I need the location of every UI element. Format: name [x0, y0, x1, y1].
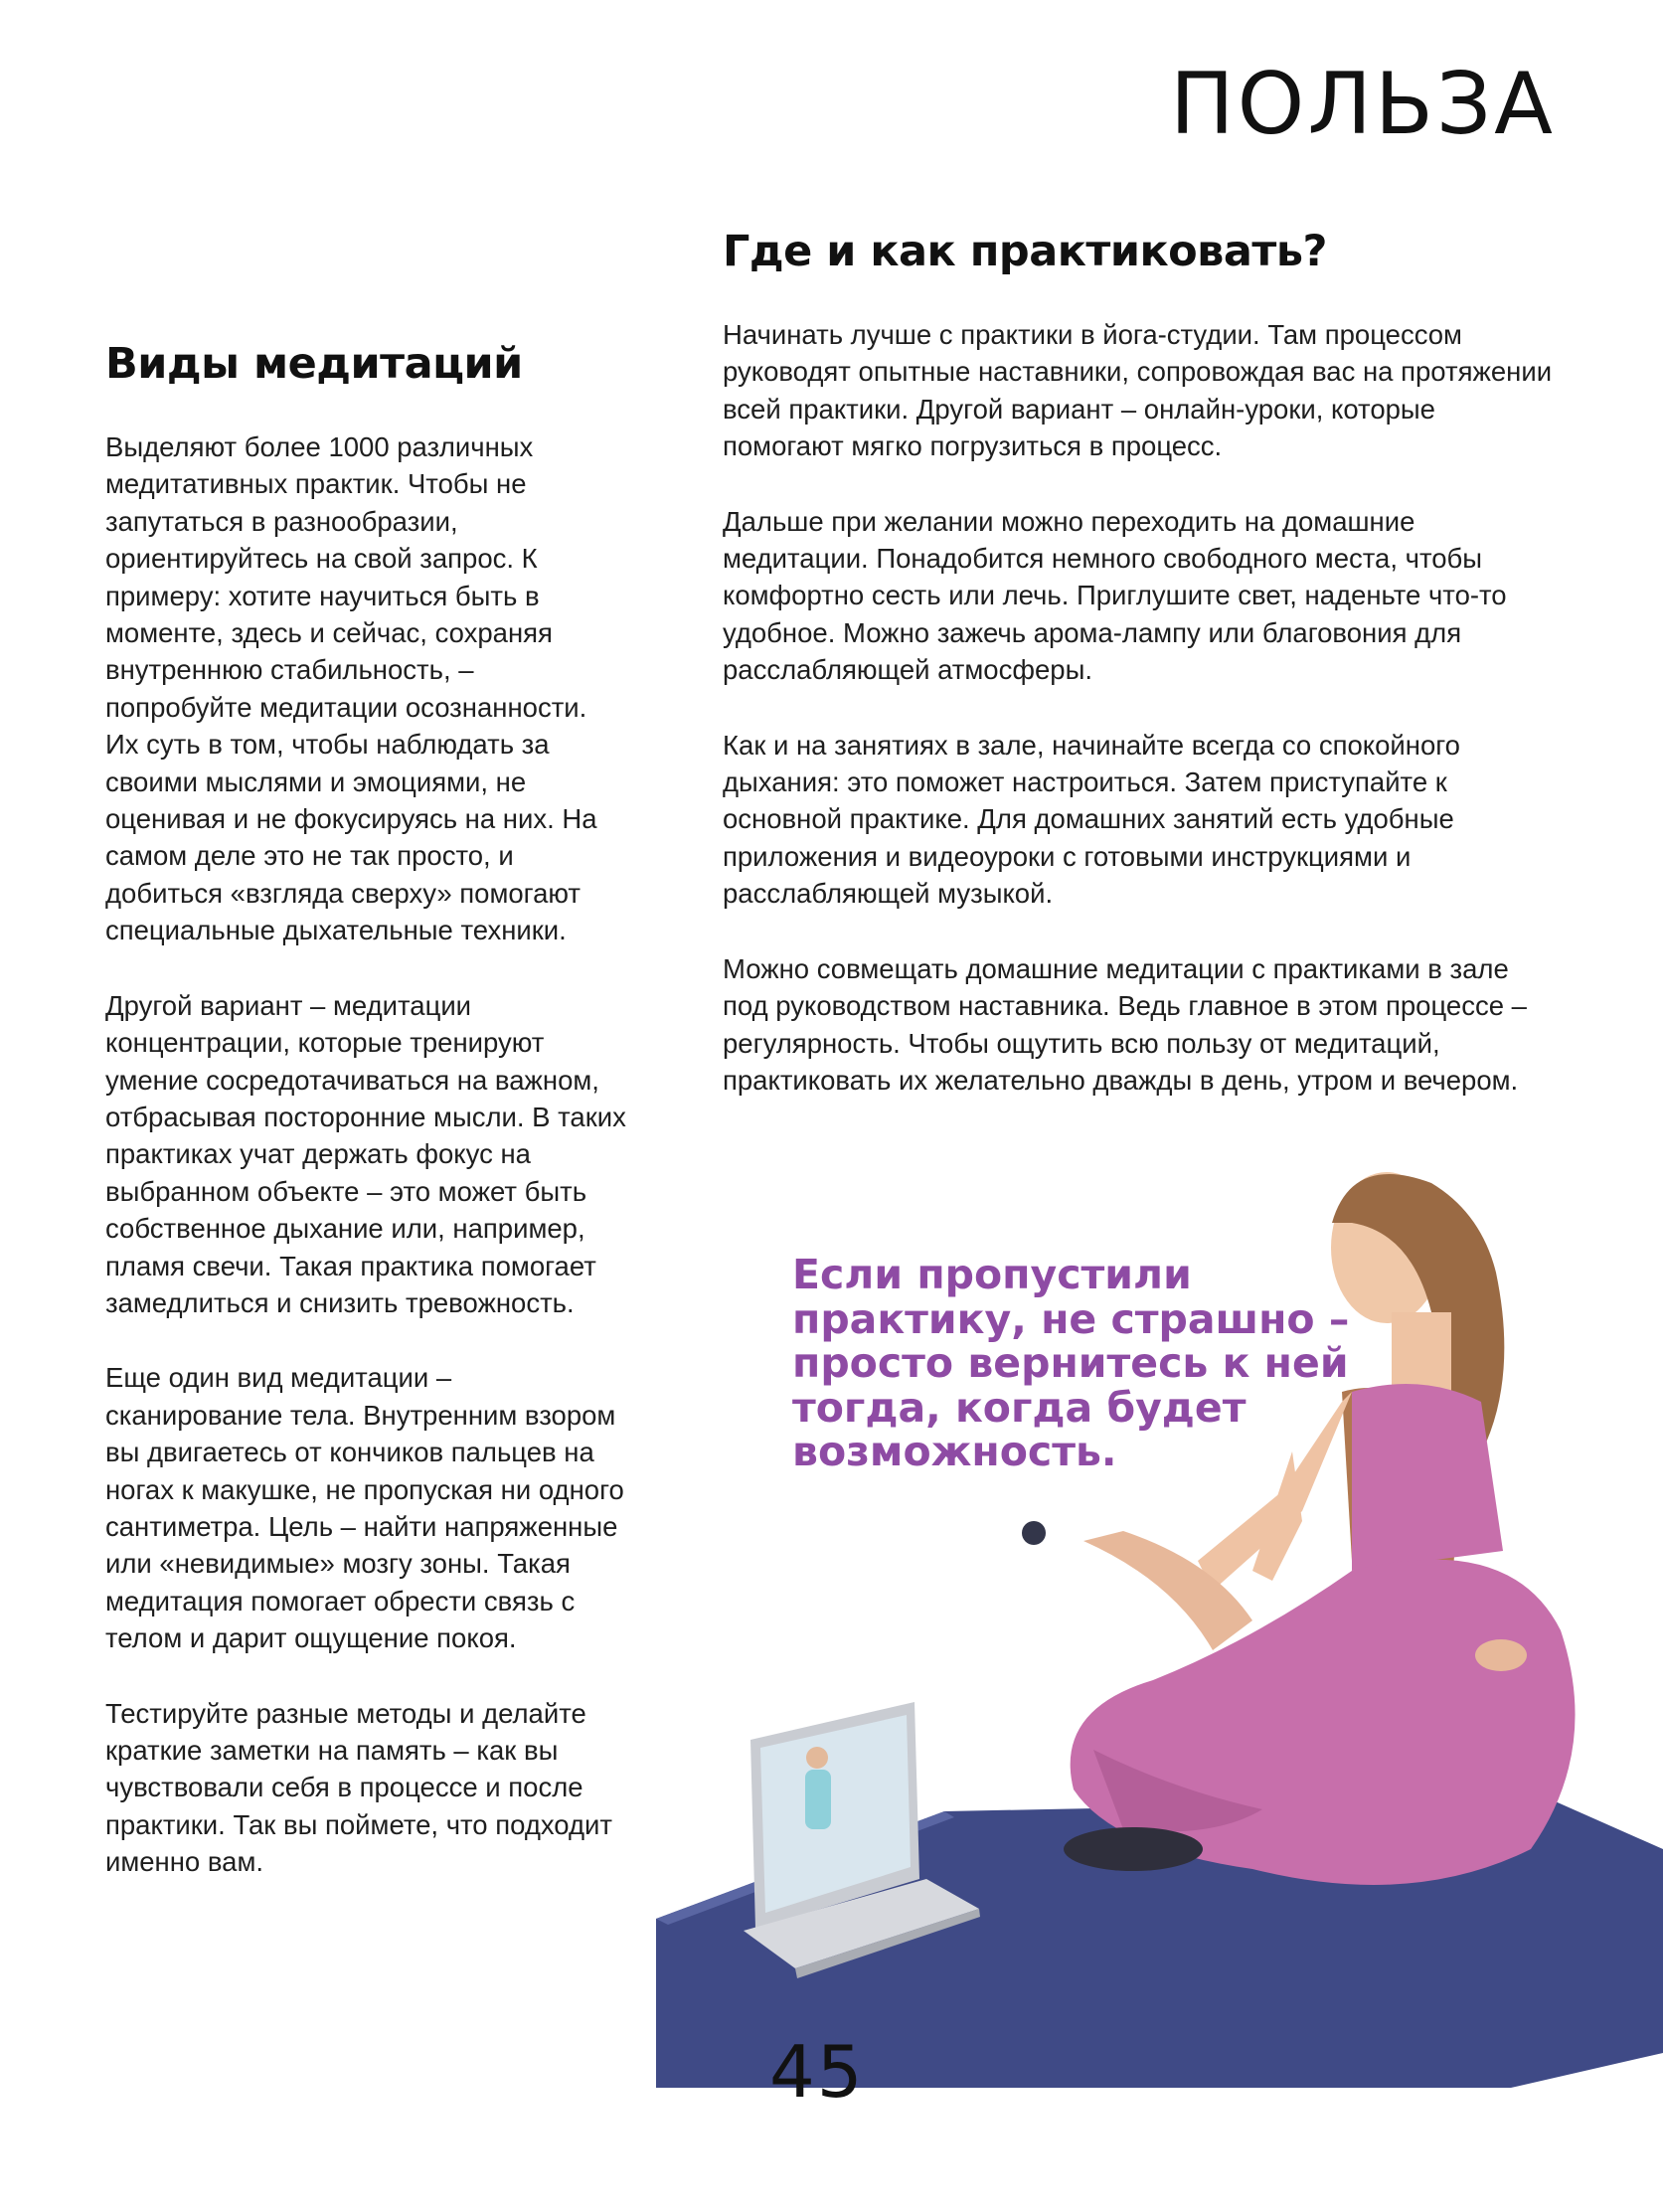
left-column-body	[105, 428, 627, 1919]
paragraph: Тестируйте разные методы и делайте краткие заметки на память – как вы чувствовали себя в процессе и после практики. Так вы поймете, что подходит именно вам.	[105, 1697, 612, 1878]
heading-where-to-practice: Где и как практиковать?	[723, 227, 1327, 276]
pull-quote: Если пропустили практику, не страшно – просто вернитесь к ней тогда, когда будет возможность.	[792, 1251, 1350, 1475]
paragraph: Другой вариант – медитации концентрации, которые тренируют умение сосредотачиваться на важном, отбрасывая посторонние мысли. В таких практиках учат держать фокус на выбранном объекте – это может быть собственное дыхание или, например, пламя свечи. Такая практика помогает замедлиться и снизить тревожность.	[105, 989, 626, 1318]
paragraph: Начинать лучше с практики в йога-студии. Там процессом руководят опытные наставники, сопровождая вас на протяжении всей практики. Другой вариант – онлайн-уроки, которые помогают мягко погрузиться в процесс.	[723, 319, 1553, 462]
section-title: ПОЛЬЗА	[1170, 55, 1556, 154]
heading-meditation-types: Виды медитаций	[105, 339, 523, 389]
paragraph: Как и на занятиях в зале, начинайте всегда со спокойного дыхания: это поможет настроиться. Затем приступайте к основной практике. Для домашних занятий есть удобные приложения и видеоуроки с готовыми инструкциями и расслабляющей музыкой.	[723, 729, 1460, 910]
paragraph: Можно совмещать домашние медитации с практиками в зале под руководством наставника. Ведь главное в этом процессе – регулярность. Чтобы ощутить всю пользу от медитаций, практиковать их желательно дважды в день, утром и вечером.	[723, 952, 1527, 1096]
paragraph: Дальше при желании можно переходить на домашние медитации. Понадобится немного свободного места, чтобы комфортно сесть или лечь. Приглушите свет, наденьте что-то удобное. Можно зажечь арома-лампу или благовония для расслабляющей атмосферы.	[723, 505, 1507, 686]
right-column-body	[723, 316, 1558, 1136]
paragraph: Выделяют более 1000 различных медитативных практик. Чтобы не запутаться в разнообразии, ориентируйтесь на свой запрос. К примеру: хотите научиться быть в моменте, здесь и сейчас, сохраняя внутреннюю стабильность, – попробуйте медитации осознанности. Их суть в том, чтобы наблюдать за своими мыслями и эмоциями, не оценивая и не фокусируясь на них. На самом деле это не так просто, и добиться «взгляда сверху» помогают специальные дыхательные техники.	[105, 431, 597, 946]
paragraph: Еще один вид медитации – сканирование тела. Внутренним взором вы двигаетесь от кончиков пальцев на ногах к макушке, не пропуская ни одного сантиметра. Цель – найти напряженные или «невидимые» мозгу зоны. Такая медитация помогает обрести связь с телом и дарит ощущение покоя.	[105, 1362, 624, 1654]
page-number: 45	[769, 2030, 865, 2114]
